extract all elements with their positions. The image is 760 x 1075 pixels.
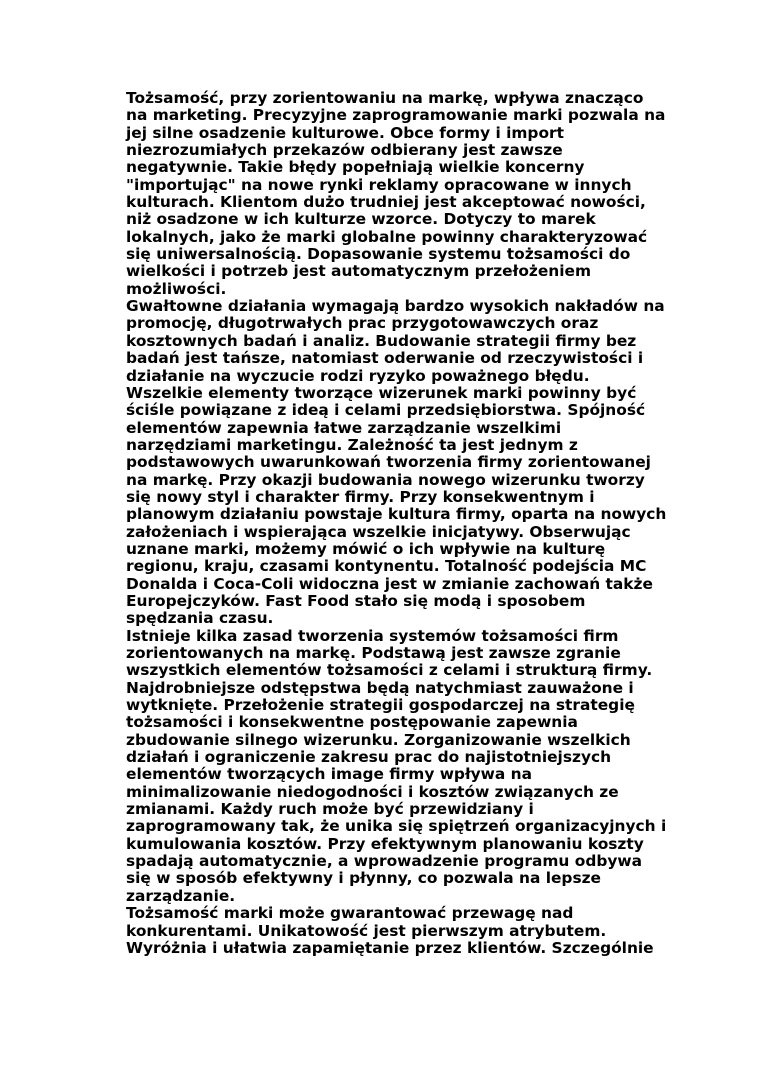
text-line: minimalizowanie niedogodności i kosztów związanych ze (126, 782, 619, 801)
text-line: tożsamości i konsekwentne postępowanie zapewnia (126, 713, 578, 732)
text-line: na marketing. Precyzyjne zaprogramowanie marki pozwala na (126, 106, 666, 125)
text-line: kosztownych badań i analiz. Budowanie strategii firmy bez (126, 331, 637, 350)
text-line: wszystkich elementów tożsamości z celami i strukturą firmy. (126, 661, 653, 680)
text-line: Tożsamość marki może gwarantować przewagę nad (126, 904, 574, 923)
text-line: działanie na wyczucie rodzi ryzyko poważnego błędu. (126, 366, 590, 385)
text-line: niezrozumiałych przekazów odbierany jest zawsze (126, 141, 563, 160)
text-line: wielkości i potrzeb jest automatycznym przełożeniem (126, 262, 591, 281)
text-line: Gwałtowne działania wymagają bardzo wysokich nakładów na (126, 297, 665, 316)
text-line: narzędziami marketingu. Zależność ta jest jednym z (126, 435, 578, 454)
text-line: założeniach i wspierająca wszelkie inicjatywy. Obserwując (126, 522, 631, 541)
text-line: Najdrobniejsze odstępstwa będą natychmiast zauważone i (126, 678, 634, 697)
text-line: zaprogramowany tak, że unika się spiętrzeń organizacyjnych i (126, 817, 667, 836)
text-line: Istnieje kilka zasad tworzenia systemów tożsamości firm (126, 626, 619, 645)
text-line: regionu, kraju, czasami kontynentu. Totalność podejścia MC (126, 557, 647, 576)
text-line: "importując" na nowe rynki reklamy opracowane w innych (126, 175, 632, 194)
text-line: spadają automatycznie, a wprowadzenie programu odbywa (126, 852, 642, 871)
text-line: Europejczyków. Fast Food stało się modą i sposobem (126, 591, 586, 610)
text-line: się uniwersalnością. Dopasowanie systemu tożsamości do (126, 245, 631, 264)
text-line: Tożsamość, przy zorientowaniu na markę, wpływa znacząco (126, 89, 644, 107)
text-line: elementów tworzących image firmy wpływa na (126, 765, 532, 784)
text-line: wytknięte. Przełożenie strategii gospodarczej na strategię (126, 696, 635, 715)
text-line: kumulowania kosztów. Przy efektywnym planowaniu koszty (126, 834, 644, 853)
text-line: zarządzanie. (126, 886, 236, 905)
text-line: konkurentami. Unikatowość jest pierwszym atrybutem. (126, 921, 607, 940)
text-line: elementów zapewnia łatwe zarządzanie wszelkimi (126, 418, 562, 437)
text-line: jej silne osadzenie kulturowe. Obce formy i import (126, 123, 564, 142)
text-line: się w sposób efektywny i płynny, co pozwala na lepsze (126, 869, 601, 888)
text-line: na markę. Przy okazji budowania nowego wizerunku tworzy (126, 470, 645, 489)
text-line: możliwości. (126, 279, 227, 298)
text-line: podstawowych uwarunkowań tworzenia firmy zorientowanej (126, 453, 651, 472)
text-line: Donalda i Coca-Coli widoczna jest w zmianie zachowań także (126, 574, 653, 593)
text-line: promocję, długotrwałych prac przygotowawczych oraz (126, 314, 599, 333)
text-line: uznane marki, możemy mówić o ich wpływie na kulturę (126, 539, 606, 558)
text-line: Wszelkie elementy tworzące wizerunek marki powinny być (126, 383, 637, 402)
text-line: ściśle powiązane z ideą i celami przedsiębiorstwa. Spójność (126, 401, 646, 420)
text-line: Wyróżnia i ułatwia zapamiętanie przez klientów. Szczególnie (126, 938, 654, 957)
text-line: badań jest tańsze, natomiast oderwanie od rzeczywistości i (126, 349, 644, 368)
text-line: spędzania czasu. (126, 609, 274, 628)
text-line: się nowy styl i charakter firmy. Przy konsekwentnym i (126, 487, 595, 506)
body-text (126, 90, 686, 957)
text-line: zmianami. Każdy ruch może być przewidziany i (126, 800, 534, 819)
text-line: zorientowanych na markę. Podstawą jest zawsze zgranie (126, 644, 621, 662)
text-line: zbudowanie silnego wizerunku. Zorganizowanie wszelkich (126, 730, 631, 749)
text-line: kulturach. Klientom dużo trudniej jest akceptować nowości, (126, 193, 646, 212)
text-line: negatywnie. Takie błędy popełniają wielkie koncerny (126, 158, 585, 177)
text-line: działań i ograniczenie zakresu prac do najistotniejszych (126, 748, 612, 767)
text-line: lokalnych, jako że marki globalne powinny charakteryzować (126, 227, 648, 246)
text-line: niż osadzone w ich kulturze wzorce. Dotyczy to marek (126, 210, 596, 229)
text-line: planowym działaniu powstaje kultura firmy, oparta na nowych (126, 505, 667, 524)
